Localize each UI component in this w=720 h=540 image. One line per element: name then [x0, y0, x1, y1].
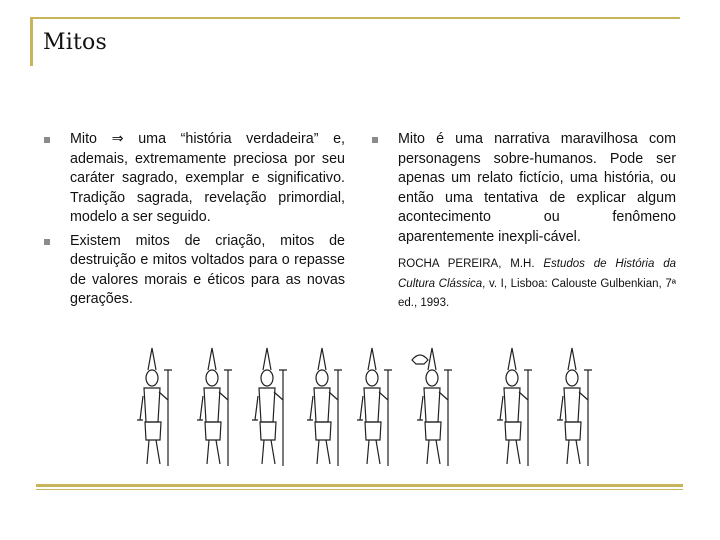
deity-figure: [137, 348, 172, 466]
deity-figure: [197, 348, 232, 466]
footer-rule: [36, 484, 683, 487]
deity-figure: [417, 348, 452, 466]
bird-figure: [412, 355, 428, 364]
citation-author: ROCHA PEREIRA, M.H.: [398, 258, 535, 270]
square-bullet-icon: [372, 137, 378, 143]
slide-title: Mitos: [43, 30, 107, 55]
deity-figure: [497, 348, 532, 466]
egyptian-gods-illustration: [112, 340, 606, 470]
title-frame-left: [30, 18, 33, 66]
title-frame-top: [30, 17, 680, 19]
bullet-text: Existem mitos de criação, mitos de destruição e mitos voltados para o repasse de valores morais e éticos para as novas gerações.: [70, 232, 345, 307]
deity-figure: [357, 348, 392, 466]
right-column: [368, 130, 676, 314]
citation-details: , v. I, Lisboa: Calouste Gulbenkian, 7ª ed., 1993.: [398, 277, 676, 309]
deity-figure: [307, 348, 342, 466]
deity-figure: [252, 348, 287, 466]
deity-figure: [557, 348, 592, 466]
bullet-text: Mito é uma narrativa maravilhosa com personagens sobre-humanos. Pode ser apenas um relato fictício, uma história, ou então uma tentativa de explicar algum acontecimento ou fenômeno aparentemente inexpli-cável.: [398, 131, 676, 245]
citation-work: Estudos de História da Cultura Clássica: [398, 258, 676, 290]
bullet-item: [40, 130, 345, 228]
bullet-text: Mito ⇒ uma “história verdadeira” e, ademais, extremamente preciosa por seu caráter sagrado, exemplar e significativo. Tradição sagrada, revelação primordial, modelo a ser seguido.: [70, 131, 345, 225]
left-column: [40, 130, 345, 310]
square-bullet-icon: [44, 137, 50, 143]
square-bullet-icon: [44, 239, 50, 245]
citation: [368, 255, 676, 314]
footer-rule-thin: [36, 489, 683, 490]
bullet-item: [368, 130, 676, 247]
bullet-item: [40, 232, 345, 310]
